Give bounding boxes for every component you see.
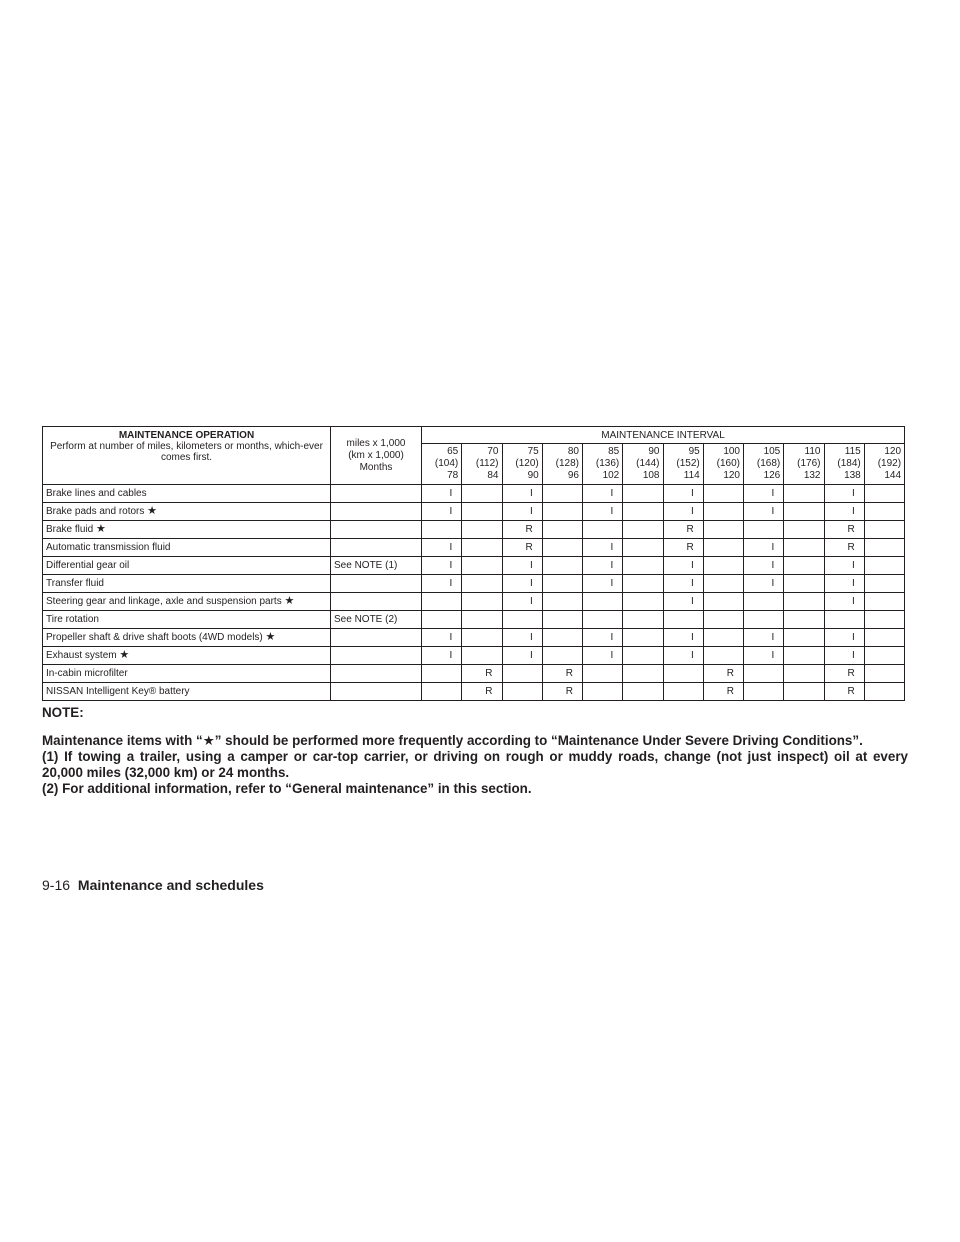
interval-miles: 75 — [527, 446, 539, 457]
section-title: Maintenance and schedules — [77, 877, 264, 893]
interval-km: (152) — [676, 458, 700, 469]
interval-value-cell — [703, 557, 743, 575]
interval-column-header — [784, 444, 824, 485]
interval-value-cell — [784, 503, 824, 521]
interval-value-cell: I — [824, 629, 864, 647]
interval-value-cell — [784, 575, 824, 593]
interval-column-header — [583, 444, 623, 485]
interval-value-cell — [623, 521, 663, 539]
interval-value-cell: I — [824, 575, 864, 593]
table-row — [43, 611, 905, 629]
operation-name: Steering gear and linkage, axle and suspension parts — [46, 596, 282, 607]
interval-value-cell — [623, 647, 663, 665]
note-reference-cell — [331, 521, 422, 539]
table-row — [43, 683, 905, 701]
interval-value-cell: R — [824, 521, 864, 539]
interval-km: (112) — [475, 458, 499, 469]
note-reference-cell: See NOTE (2) — [331, 611, 422, 629]
interval-value-cell: I — [663, 593, 703, 611]
interval-months: 90 — [527, 470, 539, 481]
interval-value-cell — [583, 611, 623, 629]
note-1-continued: 20,000 miles (32,000 km) or 24 months. — [42, 765, 290, 780]
interval-miles: 105 — [763, 446, 781, 457]
interval-value-cell — [744, 593, 784, 611]
note-heading: NOTE: — [42, 705, 84, 720]
interval-value-cell — [864, 557, 904, 575]
operation-name: NISSAN Intelligent Key® battery — [46, 686, 190, 697]
interval-value-cell: I — [744, 503, 784, 521]
interval-value-cell — [623, 539, 663, 557]
interval-miles: 65 — [447, 446, 459, 457]
operation-name: Brake fluid — [46, 524, 94, 535]
table-row — [43, 557, 905, 575]
severe-conditions-star-icon: ★ — [96, 523, 106, 535]
interval-value-cell — [663, 683, 703, 701]
interval-column-header — [623, 444, 663, 485]
table-row — [43, 665, 905, 683]
interval-value-cell: I — [824, 593, 864, 611]
interval-value-cell — [784, 647, 824, 665]
interval-value-cell — [462, 539, 502, 557]
interval-value-cell — [583, 593, 623, 611]
interval-value-cell: R — [824, 539, 864, 557]
operation-name-cell — [43, 557, 331, 575]
interval-value-cell — [502, 683, 542, 701]
interval-months: 138 — [844, 470, 861, 481]
interval-value-cell — [583, 521, 623, 539]
interval-value-cell: R — [462, 683, 502, 701]
interval-value-cell — [542, 611, 582, 629]
interval-value-cell: I — [583, 647, 623, 665]
interval-column-header — [542, 444, 582, 485]
interval-months: 144 — [884, 470, 902, 481]
interval-column-header — [422, 444, 462, 485]
operation-name-cell — [43, 485, 331, 503]
interval-value-cell — [422, 611, 462, 629]
table-row — [43, 521, 905, 539]
interval-miles: 80 — [567, 446, 579, 457]
interval-value-cell — [703, 629, 743, 647]
table-row — [43, 647, 905, 665]
interval-value-cell — [864, 521, 904, 539]
operation-name: Brake lines and cables — [46, 488, 147, 499]
interval-column-header — [502, 444, 542, 485]
interval-value-cell: I — [744, 539, 784, 557]
interval-value-cell: I — [744, 647, 784, 665]
interval-value-cell — [864, 611, 904, 629]
interval-value-cell — [542, 521, 582, 539]
interval-value-cell — [462, 485, 502, 503]
interval-value-cell — [864, 503, 904, 521]
interval-value-cell: I — [583, 575, 623, 593]
interval-miles: 115 — [844, 446, 861, 457]
interval-value-cell: I — [583, 503, 623, 521]
interval-value-cell — [744, 665, 784, 683]
interval-value-cell — [623, 683, 663, 701]
interval-value-cell: I — [583, 557, 623, 575]
interval-value-cell: I — [422, 629, 462, 647]
interval-value-cell: R — [542, 683, 582, 701]
interval-value-cell: I — [663, 485, 703, 503]
interval-miles: 70 — [487, 446, 499, 457]
interval-value-cell — [663, 611, 703, 629]
operation-name-cell — [43, 629, 331, 647]
interval-km: (192) — [877, 458, 902, 469]
interval-value-cell — [784, 629, 824, 647]
operation-name: In-cabin microfilter — [46, 668, 128, 679]
interval-value-cell — [703, 593, 743, 611]
interval-value-cell: I — [744, 629, 784, 647]
interval-value-cell — [703, 647, 743, 665]
interval-months: 114 — [683, 470, 700, 481]
interval-value-cell — [784, 683, 824, 701]
note-reference-cell — [331, 575, 422, 593]
interval-value-cell — [663, 665, 703, 683]
operation-name-cell — [43, 521, 331, 539]
interval-value-cell: I — [663, 629, 703, 647]
interval-value-cell: I — [744, 557, 784, 575]
interval-value-cell — [462, 611, 502, 629]
interval-value-cell — [784, 665, 824, 683]
interval-value-cell — [623, 485, 663, 503]
interval-months: 108 — [642, 470, 660, 481]
operation-name: Automatic transmission fluid — [46, 542, 171, 553]
interval-value-cell — [542, 629, 582, 647]
interval-value-cell — [784, 539, 824, 557]
interval-value-cell: I — [824, 503, 864, 521]
interval-column-header — [864, 444, 904, 485]
table-row — [43, 593, 905, 611]
interval-value-cell — [864, 647, 904, 665]
interval-value-cell — [502, 665, 542, 683]
note-reference-cell — [331, 503, 422, 521]
note-reference-cell — [331, 647, 422, 665]
interval-value-cell — [864, 665, 904, 683]
interval-value-cell — [462, 647, 502, 665]
note-reference-cell — [331, 593, 422, 611]
interval-months: 78 — [447, 470, 459, 481]
operation-name-cell — [43, 683, 331, 701]
interval-miles: 85 — [608, 446, 620, 457]
interval-value-cell — [623, 593, 663, 611]
operation-name: Tire rotation — [46, 614, 99, 625]
interval-months: 132 — [803, 470, 821, 481]
page-footer — [42, 877, 264, 893]
interval-value-cell — [542, 503, 582, 521]
interval-value-cell: R — [542, 665, 582, 683]
interval-column-header — [824, 444, 864, 485]
interval-km: (144) — [636, 458, 660, 469]
interval-value-cell: I — [583, 539, 623, 557]
interval-value-cell — [784, 593, 824, 611]
operation-name: Differential gear oil — [46, 560, 130, 571]
interval-value-cell: I — [663, 557, 703, 575]
interval-months: 96 — [567, 470, 579, 481]
table-row — [43, 503, 905, 521]
page-number: 9-16 — [42, 877, 71, 893]
interval-value-cell: I — [583, 485, 623, 503]
interval-value-cell: I — [744, 485, 784, 503]
interval-value-cell: I — [583, 629, 623, 647]
interval-value-cell — [542, 575, 582, 593]
interval-value-cell — [703, 539, 743, 557]
interval-miles: 90 — [648, 446, 660, 457]
units-miles-label: miles x 1,000 — [346, 437, 406, 449]
interval-value-cell — [422, 593, 462, 611]
table-row — [43, 539, 905, 557]
interval-value-cell — [864, 485, 904, 503]
note-2-general-maintenance: (2) For additional information, refer to “General maintenance” in this section. — [42, 781, 532, 796]
interval-value-cell — [583, 683, 623, 701]
note-reference-cell — [331, 665, 422, 683]
interval-value-cell — [864, 593, 904, 611]
operation-name-cell — [43, 503, 331, 521]
interval-months: 102 — [602, 470, 620, 481]
interval-km: (120) — [515, 458, 539, 469]
interval-value-cell: R — [502, 521, 542, 539]
operation-name-cell — [43, 665, 331, 683]
interval-value-cell — [542, 485, 582, 503]
interval-value-cell: R — [703, 665, 743, 683]
maintenance-operation-description: Perform at number of miles, kilometers or months, which-ever comes first. — [50, 441, 323, 463]
interval-km: (136) — [595, 458, 620, 469]
interval-value-cell: R — [703, 683, 743, 701]
operation-name: Propeller shaft & drive shaft boots (4WD models) — [46, 632, 263, 643]
interval-value-cell — [864, 575, 904, 593]
table-row — [43, 485, 905, 503]
interval-value-cell — [784, 557, 824, 575]
interval-value-cell — [462, 503, 502, 521]
interval-value-cell — [502, 611, 542, 629]
note-reference-cell — [331, 539, 422, 557]
interval-value-cell: I — [502, 629, 542, 647]
interval-value-cell: I — [422, 647, 462, 665]
interval-value-cell: I — [502, 647, 542, 665]
interval-value-cell: R — [663, 521, 703, 539]
interval-value-cell — [542, 557, 582, 575]
interval-value-cell — [623, 665, 663, 683]
interval-value-cell: I — [663, 503, 703, 521]
interval-column-header — [744, 444, 784, 485]
interval-value-cell — [462, 557, 502, 575]
severe-conditions-star-icon: ★ — [119, 649, 130, 661]
note-severe-conditions: Maintenance items with “★” should be performed more frequently according to “Maintenance Under Severe Driving Conditions”. — [42, 733, 863, 748]
operation-name-cell — [43, 611, 331, 629]
operation-name: Brake pads and rotors — [46, 506, 145, 517]
interval-value-cell — [744, 683, 784, 701]
maintenance-operation-header — [43, 427, 331, 485]
severe-conditions-star-icon: ★ — [284, 595, 295, 607]
notes-section — [42, 705, 908, 797]
interval-value-cell — [462, 521, 502, 539]
interval-km: (168) — [756, 458, 781, 469]
interval-value-cell: I — [824, 485, 864, 503]
interval-value-cell — [824, 611, 864, 629]
interval-units-header — [331, 427, 422, 485]
operation-name-cell — [43, 593, 331, 611]
note-reference-cell: See NOTE (1) — [331, 557, 422, 575]
interval-value-cell: I — [422, 557, 462, 575]
interval-value-cell — [864, 539, 904, 557]
maintenance-schedule-table — [42, 426, 905, 701]
interval-value-cell — [784, 485, 824, 503]
note-reference-cell — [331, 485, 422, 503]
interval-value-cell — [784, 521, 824, 539]
interval-value-cell — [462, 593, 502, 611]
interval-miles: 110 — [804, 446, 821, 457]
interval-value-cell: I — [422, 503, 462, 521]
interval-value-cell: I — [663, 575, 703, 593]
interval-value-cell — [462, 629, 502, 647]
interval-miles: 95 — [688, 446, 700, 457]
table-row — [43, 629, 905, 647]
interval-column-header — [663, 444, 703, 485]
note-1-towing: (1) If towing a trailer, using a camper or car-top carrier, or driving on rough or muddy roads, change (not just inspect) oil at every — [42, 749, 908, 764]
operation-name-cell — [43, 647, 331, 665]
interval-value-cell: R — [462, 665, 502, 683]
interval-value-cell — [422, 521, 462, 539]
interval-value-cell — [703, 503, 743, 521]
maintenance-items — [43, 485, 905, 701]
interval-value-cell: I — [824, 647, 864, 665]
interval-km: (176) — [797, 458, 821, 469]
maintenance-interval-header: MAINTENANCE INTERVAL — [422, 427, 905, 444]
interval-value-cell — [864, 629, 904, 647]
interval-value-cell — [744, 611, 784, 629]
interval-value-cell — [623, 575, 663, 593]
interval-value-cell — [542, 647, 582, 665]
interval-months: 120 — [723, 470, 740, 481]
interval-column-header — [462, 444, 502, 485]
interval-value-cell — [462, 575, 502, 593]
units-km-label: (km x 1,000) — [348, 449, 404, 461]
interval-value-cell: I — [744, 575, 784, 593]
interval-value-cell — [864, 683, 904, 701]
interval-value-cell: I — [502, 485, 542, 503]
operation-name-cell — [43, 575, 331, 593]
interval-value-cell: I — [422, 539, 462, 557]
interval-value-cell — [703, 485, 743, 503]
interval-miles: 120 — [884, 446, 902, 457]
interval-value-cell: I — [502, 503, 542, 521]
interval-value-cell — [703, 521, 743, 539]
interval-value-cell — [583, 665, 623, 683]
units-months-label: Months — [359, 461, 393, 473]
interval-value-cell — [623, 503, 663, 521]
interval-value-cell: I — [824, 557, 864, 575]
note-reference-cell — [331, 683, 422, 701]
interval-km: (104) — [434, 458, 459, 469]
operation-name-cell — [43, 539, 331, 557]
severe-conditions-star-icon: ★ — [265, 631, 276, 643]
interval-value-cell: I — [502, 593, 542, 611]
interval-months: 84 — [487, 470, 499, 481]
interval-value-cell — [542, 539, 582, 557]
interval-value-cell — [422, 665, 462, 683]
interval-value-cell — [703, 575, 743, 593]
interval-miles: 100 — [723, 446, 740, 457]
interval-column-header — [703, 444, 743, 485]
severe-conditions-star-icon: ★ — [147, 505, 158, 517]
interval-value-cell — [623, 557, 663, 575]
maintenance-operation-title: MAINTENANCE OPERATION — [118, 430, 255, 441]
interval-value-cell — [623, 611, 663, 629]
interval-value-cell: R — [663, 539, 703, 557]
interval-km: (184) — [837, 458, 861, 469]
interval-value-cell: R — [502, 539, 542, 557]
interval-value-cell — [744, 521, 784, 539]
interval-value-cell — [784, 611, 824, 629]
interval-months: 126 — [763, 470, 781, 481]
operation-name: Exhaust system — [46, 650, 117, 661]
interval-value-cell — [542, 593, 582, 611]
operation-name: Transfer fluid — [46, 578, 104, 589]
interval-value-cell: I — [422, 575, 462, 593]
interval-km: (160) — [716, 458, 740, 469]
interval-value-cell: R — [824, 665, 864, 683]
interval-value-cell: R — [824, 683, 864, 701]
interval-value-cell: I — [422, 485, 462, 503]
interval-value-cell: I — [502, 557, 542, 575]
interval-km: (128) — [555, 458, 579, 469]
table-row — [43, 575, 905, 593]
interval-value-cell — [422, 683, 462, 701]
table-header-row — [43, 427, 905, 444]
interval-value-cell — [703, 611, 743, 629]
interval-value-cell: I — [502, 575, 542, 593]
note-reference-cell — [331, 629, 422, 647]
interval-value-cell — [623, 629, 663, 647]
interval-value-cell: I — [663, 647, 703, 665]
